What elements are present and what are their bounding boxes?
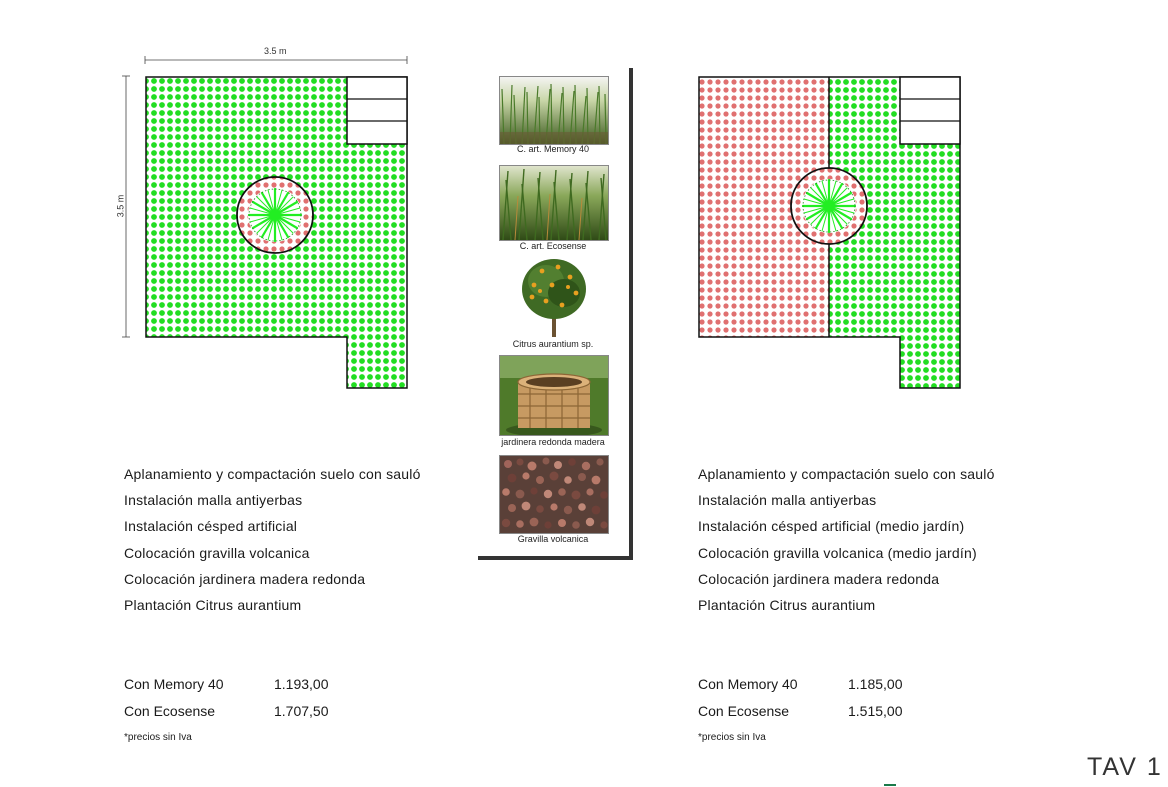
right-task-list	[698, 461, 995, 618]
task-item: Plantación Citrus aurantium	[698, 597, 876, 614]
left-plan	[115, 45, 418, 395]
task-item: Aplanamiento y compactación suelo con sauló	[698, 466, 995, 482]
task-item: Colocación gravilla volcanica (medio jardín)	[698, 544, 977, 561]
right-price-list	[698, 671, 903, 724]
left-task-list	[124, 461, 421, 618]
citrus-tree-image	[512, 255, 596, 339]
height-dimension-label: 3.5 m	[115, 194, 126, 218]
price-row	[124, 671, 329, 698]
price-label: Con Memory 40	[124, 676, 224, 692]
right-plan	[690, 70, 970, 395]
price-row	[698, 671, 903, 698]
wooden-planter-swatch	[499, 355, 609, 436]
price-value: 1.515,00	[848, 702, 903, 719]
task-item: Colocación jardinera madera redonda	[124, 570, 366, 587]
accent-mark	[884, 784, 896, 786]
price-value: 1.193,00	[274, 676, 329, 692]
price-label: Con Ecosense	[698, 702, 790, 719]
task-item: Instalación césped artificial	[124, 518, 298, 535]
legend-panel	[478, 68, 634, 562]
task-item: Aplanamiento y compactación suelo con sauló	[124, 466, 421, 482]
left-price-list	[124, 671, 329, 724]
ecosense-caption: C. art. Ecosense	[519, 241, 587, 251]
right-plan-drawing	[690, 70, 970, 395]
planter-caption: jardinera redonda madera	[501, 437, 605, 447]
price-value: 1.185,00	[848, 676, 903, 692]
price-label: Con Memory 40	[698, 676, 798, 692]
left-plan-drawing	[118, 45, 418, 395]
sheet-label: TAV 1	[1087, 753, 1163, 781]
width-dimension-label: 3.5 m	[264, 46, 287, 56]
price-row	[698, 698, 903, 725]
price-row	[124, 698, 329, 725]
price-value: 1.707,50	[274, 702, 329, 719]
memory40-caption: C. art. Memory 40	[516, 144, 590, 154]
task-item: Colocación gravilla volcanica	[124, 544, 310, 561]
task-item: Instalación césped artificial (medio jardín)	[698, 518, 965, 535]
task-item: Plantación Citrus aurantium	[124, 597, 302, 614]
task-item: Instalación malla antiyerbas	[698, 492, 877, 509]
legend-shadow-right	[629, 68, 633, 560]
citrus-caption: Citrus aurantium sp.	[512, 339, 594, 349]
right-tax-note: *precios sin Iva	[698, 732, 766, 743]
legend-shadow-bottom	[478, 556, 633, 560]
price-label: Con Ecosense	[124, 702, 216, 719]
task-item: Instalación malla antiyerbas	[124, 492, 303, 509]
steps	[347, 77, 407, 144]
task-item: Colocación jardinera madera redonda	[698, 570, 940, 587]
gravel-caption: Gravilla volcanica	[517, 534, 589, 544]
volcanic-gravel-swatch	[499, 455, 609, 534]
left-tax-note: *precios sin Iva	[124, 732, 192, 743]
ecosense-swatch	[499, 165, 609, 241]
memory40-swatch	[499, 76, 609, 145]
